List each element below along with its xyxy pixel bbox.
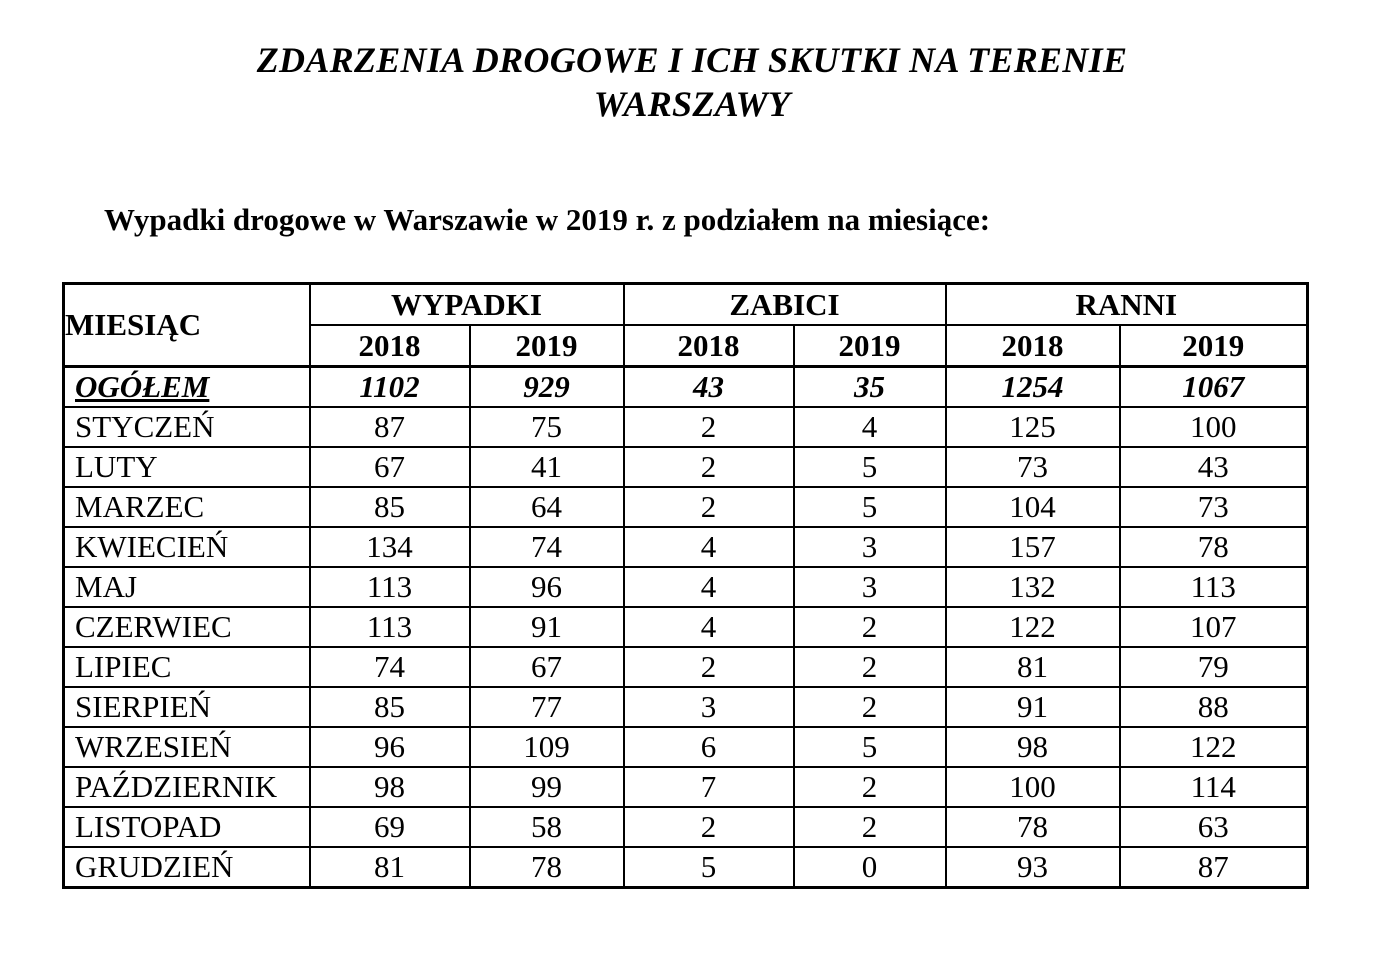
table-cell: 104: [946, 487, 1120, 527]
month-label: MARZEC: [64, 487, 310, 527]
month-label: STYCZEŃ: [64, 407, 310, 447]
month-label: LUTY: [64, 447, 310, 487]
table-cell: 5: [794, 727, 946, 767]
table-row: [64, 567, 1308, 607]
table-cell: 5: [794, 487, 946, 527]
table-cell: 0: [794, 847, 946, 888]
table-cell: 43: [1120, 447, 1308, 487]
table-row: [64, 527, 1308, 567]
table-cell: 73: [1120, 487, 1308, 527]
table-cell: 2: [624, 647, 794, 687]
table-cell: 67: [310, 447, 470, 487]
total-cell: 43: [624, 367, 794, 408]
table-cell: 78: [470, 847, 624, 888]
table-cell: 79: [1120, 647, 1308, 687]
header-year: 2018: [946, 325, 1120, 367]
table-cell: 132: [946, 567, 1120, 607]
table-cell: 2: [794, 647, 946, 687]
total-cell: 1254: [946, 367, 1120, 408]
table-cell: 63: [1120, 807, 1308, 847]
table-cell: 87: [1120, 847, 1308, 888]
table-caption: Wypadki drogowe w Warszawie w 2019 r. z podziałem na miesiące:: [104, 202, 991, 237]
table-cell: 107: [1120, 607, 1308, 647]
table-cell: 98: [946, 727, 1120, 767]
month-label: PAŹDZIERNIK: [64, 767, 310, 807]
table-cell: 88: [1120, 687, 1308, 727]
month-label: MAJ: [64, 567, 310, 607]
table-row: [64, 647, 1308, 687]
total-cell: 1067: [1120, 367, 1308, 408]
table-row: [64, 847, 1308, 888]
header-year: 2018: [310, 325, 470, 367]
month-label: LIPIEC: [64, 647, 310, 687]
table-cell: 98: [310, 767, 470, 807]
table-cell: 113: [1120, 567, 1308, 607]
table-cell: 157: [946, 527, 1120, 567]
accidents-table: [62, 282, 1309, 889]
month-label: WRZESIEŃ: [64, 727, 310, 767]
table-cell: 4: [794, 407, 946, 447]
month-label: LISTOPAD: [64, 807, 310, 847]
total-cell: 35: [794, 367, 946, 408]
table-cell: 2: [794, 767, 946, 807]
table-row: [64, 607, 1308, 647]
table-cell: 78: [946, 807, 1120, 847]
table-cell: 41: [470, 447, 624, 487]
table-cell: 4: [624, 607, 794, 647]
table-row: [64, 767, 1308, 807]
table-cell: 114: [1120, 767, 1308, 807]
table-cell: 58: [470, 807, 624, 847]
table-cell: 6: [624, 727, 794, 767]
table-cell: 2: [794, 687, 946, 727]
total-cell: 1102: [310, 367, 470, 408]
table-cell: 4: [624, 567, 794, 607]
table-cell: 81: [946, 647, 1120, 687]
table-cell: 64: [470, 487, 624, 527]
table-cell: 67: [470, 647, 624, 687]
month-label: SIERPIEŃ: [64, 687, 310, 727]
table-cell: 113: [310, 607, 470, 647]
table-cell: 81: [310, 847, 470, 888]
table-cell: 77: [470, 687, 624, 727]
month-label: CZERWIEC: [64, 607, 310, 647]
table-row: [64, 687, 1308, 727]
table-cell: 73: [946, 447, 1120, 487]
table-cell: 113: [310, 567, 470, 607]
header-group-ranni: RANNI: [946, 284, 1308, 326]
table-cell: 75: [470, 407, 624, 447]
document-title-line-1: ZDARZENIA DROGOWE I ICH SKUTKI NA TERENIE: [256, 40, 1128, 80]
header-group-row: [64, 284, 1308, 326]
header-year: 2019: [470, 325, 624, 367]
table-cell: 134: [310, 527, 470, 567]
header-group-zabici: ZABICI: [624, 284, 946, 326]
table-body: [64, 367, 1308, 888]
table-cell: 4: [624, 527, 794, 567]
month-label: GRUDZIEŃ: [64, 847, 310, 888]
header-year: 2018: [624, 325, 794, 367]
header-year: 2019: [1120, 325, 1308, 367]
table-cell: 96: [470, 567, 624, 607]
table-cell: 109: [470, 727, 624, 767]
table-cell: 122: [946, 607, 1120, 647]
table-cell: 78: [1120, 527, 1308, 567]
table-cell: 91: [946, 687, 1120, 727]
table-row: [64, 807, 1308, 847]
header-group-wypadki: WYPADKI: [310, 284, 624, 326]
total-row: [64, 367, 1308, 408]
table-cell: 2: [794, 807, 946, 847]
table-cell: 100: [1120, 407, 1308, 447]
table-cell: 2: [624, 447, 794, 487]
table-cell: 122: [1120, 727, 1308, 767]
table-row: [64, 727, 1308, 767]
table-header: [64, 284, 1308, 367]
document-title-line-2: WARSZAWY: [593, 84, 791, 124]
table-cell: 3: [794, 527, 946, 567]
document-title: [0, 38, 1384, 126]
total-cell: 929: [470, 367, 624, 408]
table-row: [64, 407, 1308, 447]
table-cell: 3: [794, 567, 946, 607]
table-cell: 2: [624, 487, 794, 527]
table-cell: 74: [470, 527, 624, 567]
table-cell: 100: [946, 767, 1120, 807]
table-cell: 7: [624, 767, 794, 807]
table-cell: 85: [310, 487, 470, 527]
header-year: 2019: [794, 325, 946, 367]
table-cell: 74: [310, 647, 470, 687]
table-cell: 2: [624, 807, 794, 847]
table-cell: 99: [470, 767, 624, 807]
header-month: MIESIĄC: [64, 284, 310, 367]
table-cell: 91: [470, 607, 624, 647]
table-cell: 85: [310, 687, 470, 727]
table-cell: 2: [624, 407, 794, 447]
table-cell: 96: [310, 727, 470, 767]
table-cell: 3: [624, 687, 794, 727]
table-cell: 93: [946, 847, 1120, 888]
table-cell: 5: [624, 847, 794, 888]
table-cell: 87: [310, 407, 470, 447]
total-label: OGÓŁEM: [64, 367, 310, 408]
table-cell: 125: [946, 407, 1120, 447]
table-cell: 5: [794, 447, 946, 487]
table-cell: 69: [310, 807, 470, 847]
month-label: KWIECIEŃ: [64, 527, 310, 567]
table-cell: 2: [794, 607, 946, 647]
table-row: [64, 447, 1308, 487]
table-row: [64, 487, 1308, 527]
